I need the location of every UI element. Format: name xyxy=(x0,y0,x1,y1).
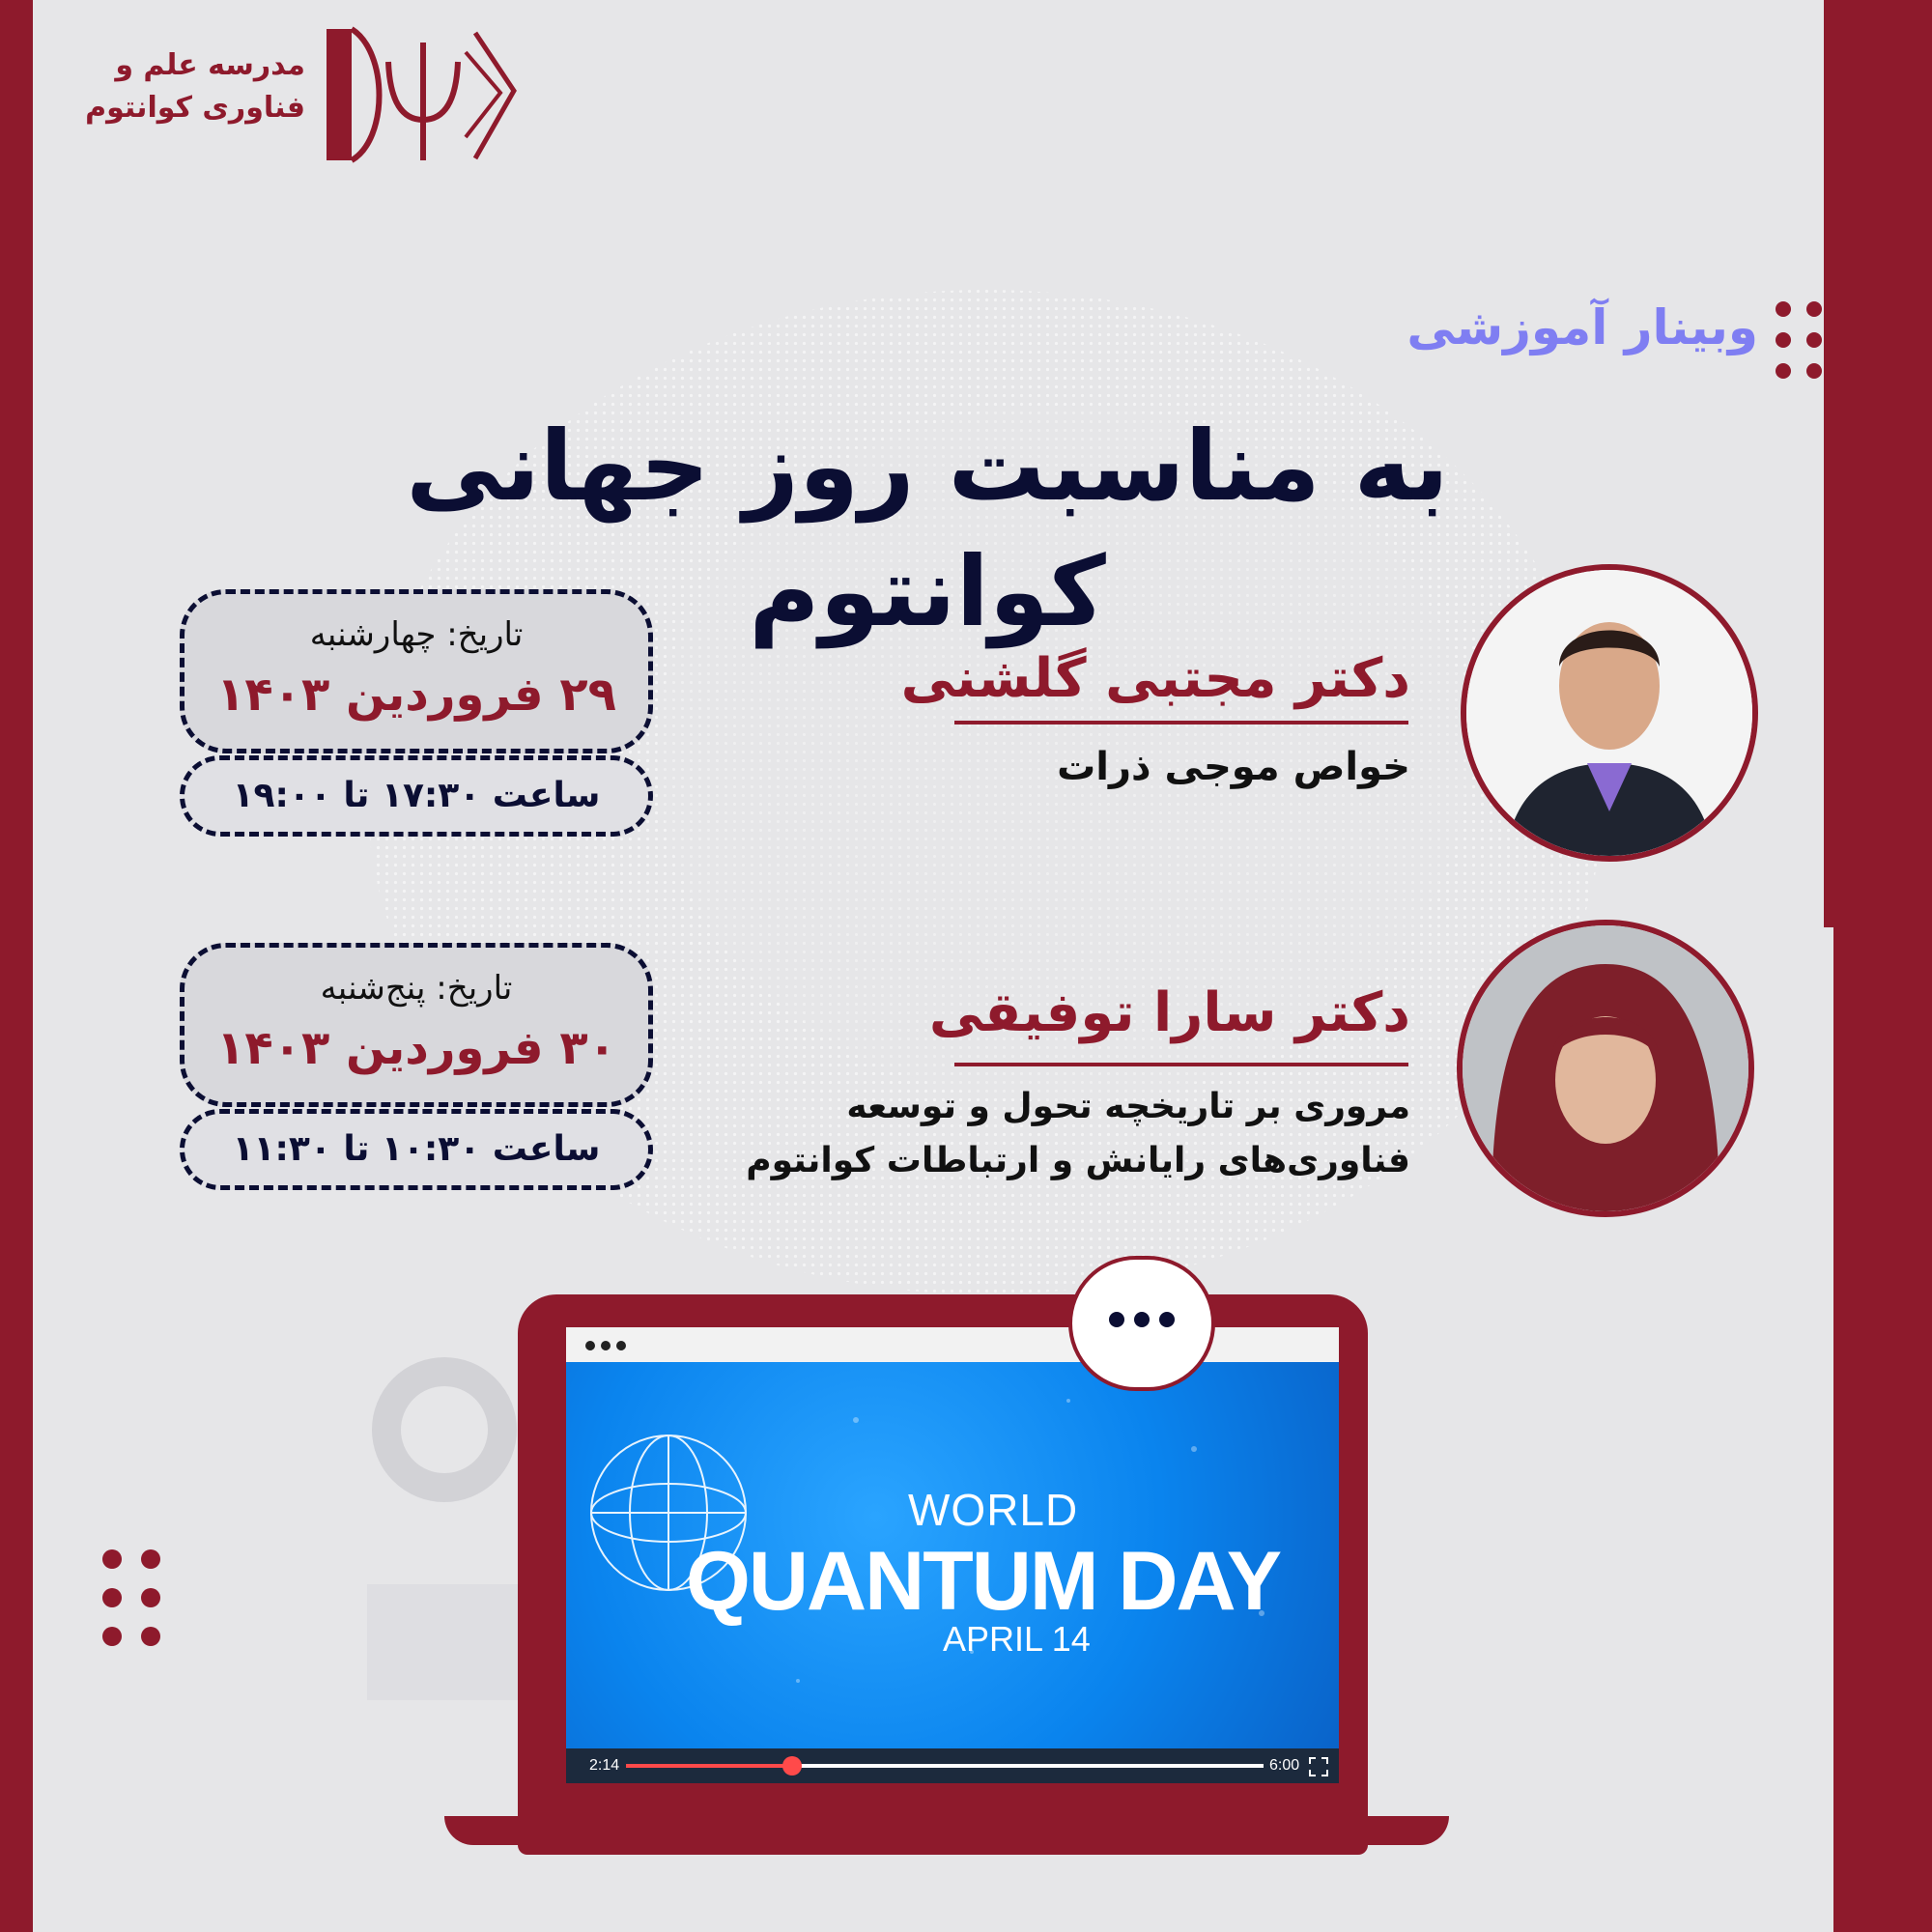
speaker-1-divider xyxy=(954,721,1408,724)
speaker-1-avatar xyxy=(1461,564,1758,862)
speaker-2-name: دکتر سارا توفیقی xyxy=(928,981,1410,1044)
video-progress-fill xyxy=(626,1764,792,1768)
video-title-line2: QUANTUM DAY xyxy=(686,1535,1281,1628)
session-1-time: ساعت ۱۷:۳۰ تا ۱۹:۰۰ xyxy=(180,755,653,837)
fullscreen-icon[interactable] xyxy=(1308,1756,1329,1777)
video-title-line3: APRIL 14 xyxy=(943,1619,1091,1659)
laptop-base xyxy=(444,1816,1449,1845)
video-current-time: 2:14 xyxy=(589,1757,620,1774)
speaker-1-topic-line1: خواص موجی ذرات xyxy=(1057,745,1410,789)
webinar-label: وبینار آموزشی xyxy=(1406,299,1758,355)
speaker-2-topic-line1: مروری بر تاریخچه تحول و توسعه xyxy=(846,1087,1410,1126)
chat-bubble xyxy=(1068,1256,1215,1391)
video-total-time: 6:00 xyxy=(1269,1757,1300,1774)
video-progress-handle[interactable] xyxy=(782,1756,802,1776)
speaker-1-name: دکتر مجتبی گلشنی xyxy=(900,647,1410,710)
more-dots-icon xyxy=(1072,1312,1211,1331)
brand-name xyxy=(73,44,305,129)
session-1-day: تاریخ: چهارشنبه xyxy=(309,615,524,654)
page-title: به مناسبت روز جهانی کوانتوم xyxy=(406,410,1449,648)
left-frame-bar xyxy=(0,0,33,1932)
session-1-date-card xyxy=(180,589,653,753)
session-1-date: ۲۹ فروردین ۱۴۰۳ xyxy=(216,668,616,722)
dots-decoration-icon xyxy=(102,1549,160,1646)
session-2-day: تاریخ: پنج‌شنبه xyxy=(320,969,513,1008)
speaker-2-avatar xyxy=(1457,920,1754,1217)
browser-chrome xyxy=(566,1327,1339,1364)
speaker-2-divider xyxy=(954,1063,1408,1066)
brand-name-line2: فناوری کوانتوم xyxy=(85,91,305,125)
dots-menu-icon xyxy=(1776,301,1822,379)
speaker-2-topic-line2: فناوری‌های رایانش و ارتباطات کوانتوم xyxy=(746,1141,1410,1180)
video-player-controls xyxy=(566,1748,1339,1783)
speaker-2-topic xyxy=(676,1080,1410,1188)
logo-psi-icon xyxy=(321,23,524,168)
session-2-date: ۳۰ فروردین ۱۴۰۳ xyxy=(216,1021,616,1075)
video-title-line1: WORLD xyxy=(908,1485,1079,1535)
video-progress-track[interactable] xyxy=(626,1764,1264,1768)
speaker-1-topic xyxy=(792,740,1410,794)
brand-name-line1: مدرسه علم و xyxy=(115,48,305,82)
session-2-time: ساعت ۱۰:۳۰ تا ۱۱:۳۰ xyxy=(180,1109,653,1190)
session-2-date-card xyxy=(180,943,653,1107)
